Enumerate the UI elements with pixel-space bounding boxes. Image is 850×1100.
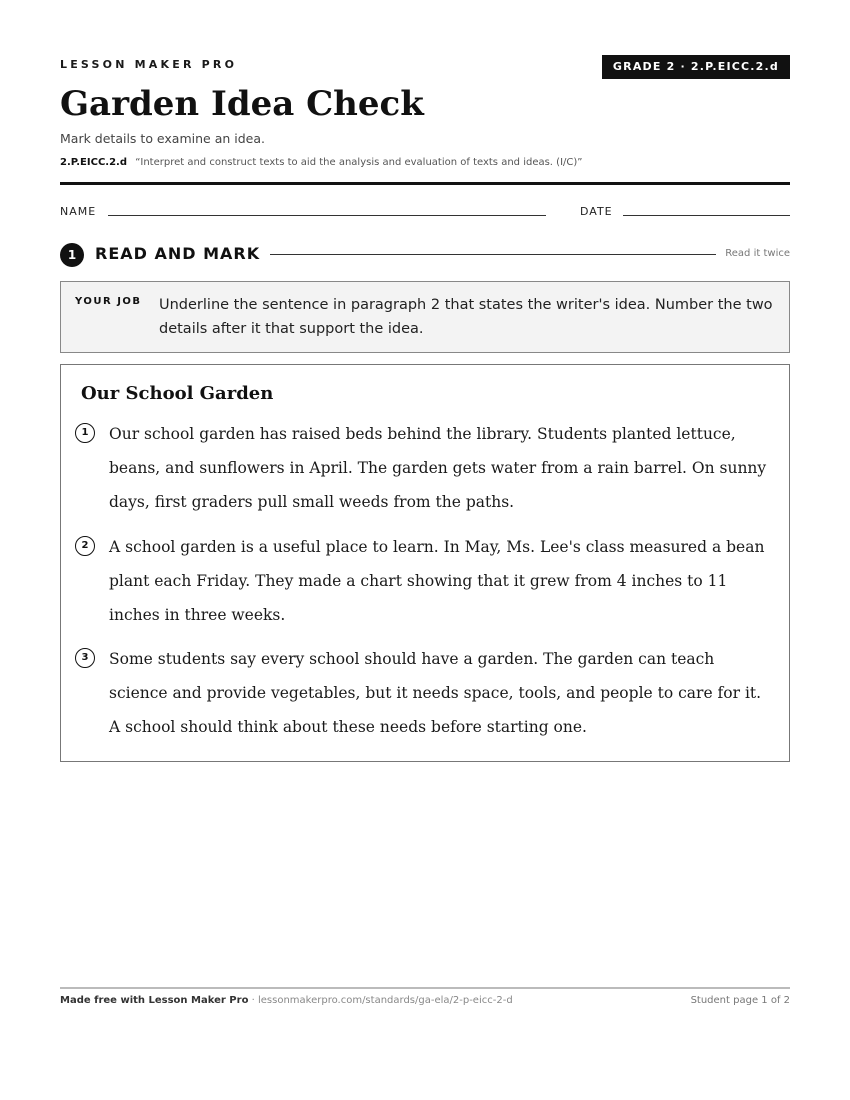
section-divider [270, 254, 716, 255]
section-note: Read it twice [725, 248, 790, 259]
page-indicator: Student page 1 of 2 [690, 995, 790, 1006]
job-label: YOUR JOB [75, 296, 142, 307]
date-label: DATE [580, 205, 613, 218]
job-instructions: Underline the sentence in paragraph 2 that states the writer's idea. Number the two details after it that support the idea. [159, 297, 773, 337]
footer-credit [60, 995, 513, 1006]
standard-code: 2.P.EICC.2.d [60, 157, 127, 168]
standard-text: “Interpret and construct texts to aid the analysis and evaluation of texts and ideas. (I/C)” [135, 157, 583, 168]
footer-url[interactable]: · lessonmakerpro.com/standards/ga-ela/2-p-eicc-2-d [248, 995, 513, 1006]
paragraph-number: 3 [75, 648, 95, 668]
paragraph-number: 1 [75, 423, 95, 443]
name-field[interactable] [108, 215, 546, 216]
page-subtitle: Mark details to examine an idea. [60, 131, 265, 146]
paragraph-text[interactable]: Some students say every school should have a garden. The garden can teach science and provide vegetables, but it needs space, tools, and people to care for it. A school should think about these needs before starting one. [109, 650, 762, 736]
date-field[interactable] [623, 215, 790, 216]
paragraph-number: 2 [75, 536, 95, 556]
grade-badge: GRADE 2 · 2.P.EICC.2.d [602, 55, 790, 79]
section-title: READ AND MARK [95, 244, 261, 263]
paragraph-text[interactable]: Our school garden has raised beds behind the library. Students planted lettuce, beans, and sunflowers in April. The garden gets water from a rain barrel. On sunny days, first graders pull small weeds from the paths. [109, 425, 767, 511]
brand-name: LESSON MAKER PRO [60, 58, 238, 71]
name-label: NAME [60, 205, 97, 218]
page-title: Garden Idea Check [60, 84, 424, 124]
section-number: 1 [60, 243, 84, 267]
standard-line [60, 157, 582, 168]
footer-made-with: Made free with Lesson Maker Pro [60, 995, 249, 1006]
footer-divider [60, 987, 790, 989]
reading-passage [60, 364, 790, 762]
header-divider [60, 182, 790, 185]
job-box [60, 281, 790, 353]
passage-title: Our School Garden [81, 383, 274, 404]
paragraph-text[interactable]: A school garden is a useful place to learn. In May, Ms. Lee's class measured a bean plant each Friday. They made a chart showing that it grew from 4 inches to 11 inches in three weeks. [109, 538, 765, 624]
